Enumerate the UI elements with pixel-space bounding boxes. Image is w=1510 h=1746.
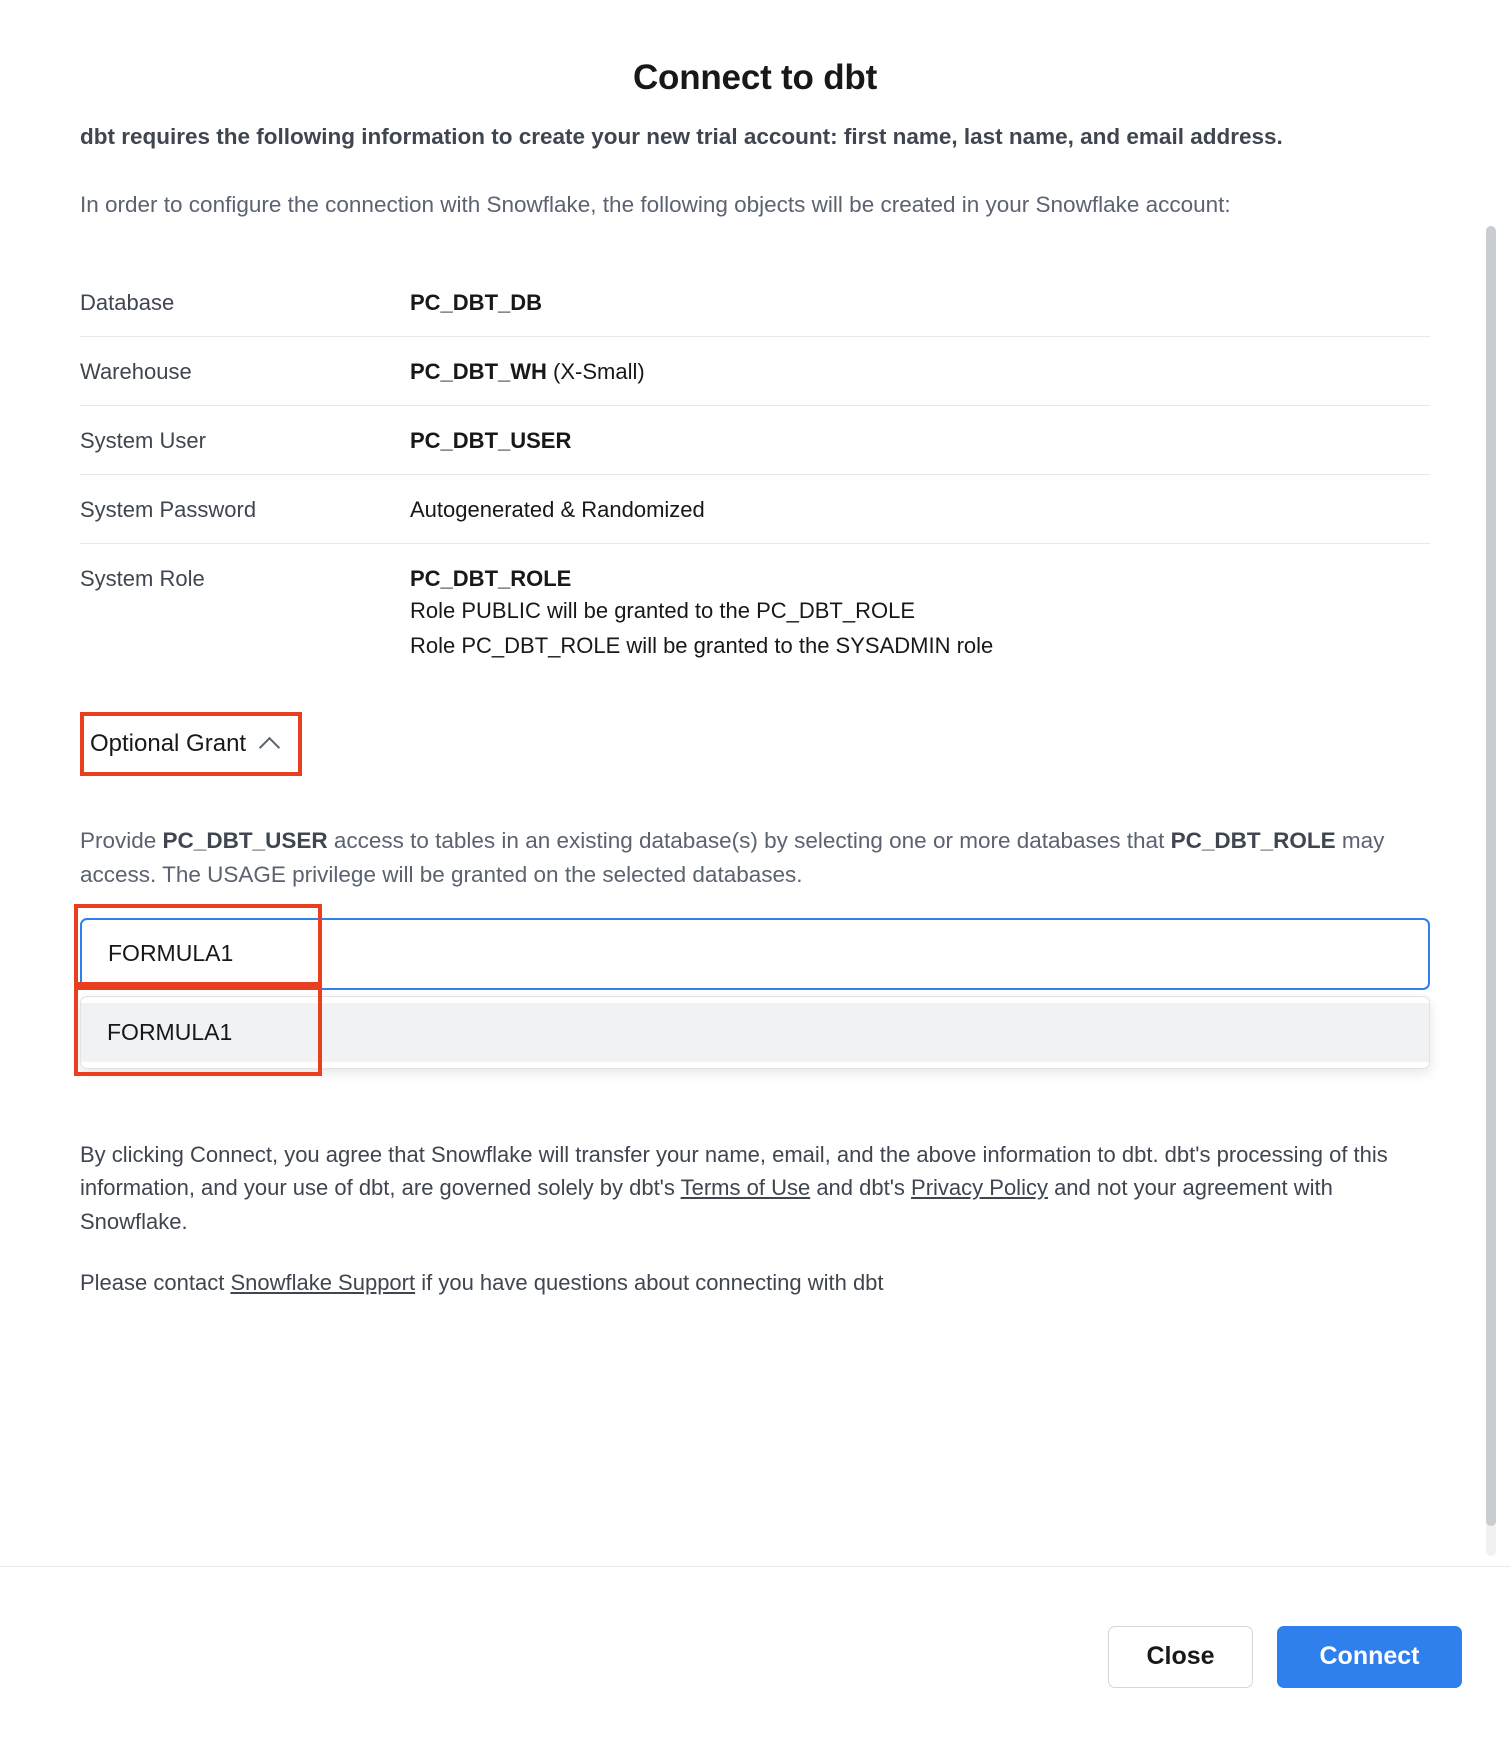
row-value (410, 474, 1430, 543)
page-title: Connect to dbt (632, 58, 878, 97)
row-label: Warehouse (80, 336, 410, 405)
grant-desc-role: PC_DBT_ROLE (1170, 827, 1336, 853)
table-row (80, 474, 1430, 543)
row-subline-public: Role PUBLIC will be granted to the PC_DBT_ROLE (410, 597, 916, 623)
connect-button[interactable]: Connect (1277, 1626, 1462, 1688)
row-value (410, 268, 1430, 337)
row-value-strong: PC_DBT_USER (410, 427, 572, 453)
intro-objects: In order to configure the connection with Snowflake, the following objects will be created in your Snowflake account: (80, 191, 1231, 217)
objects-table (80, 268, 1430, 682)
row-value-note: (X-Small) (546, 358, 645, 384)
dialog-footer (0, 1566, 1510, 1746)
database-select-input[interactable] (80, 918, 1430, 990)
optional-grant-toggle[interactable] (80, 712, 302, 776)
support-text (80, 1266, 1430, 1299)
grant-desc-p2: access to tables in an existing database(s) by selecting one or more databases that (327, 827, 1171, 853)
row-label: System User (80, 405, 410, 474)
table-row (80, 543, 1430, 682)
database-select-dropdown[interactable] (80, 996, 1430, 1069)
database-option-formula1[interactable]: FORMULA1 (81, 1003, 1429, 1062)
table-row (80, 268, 1430, 337)
legal-middle: and dbt's (810, 1175, 912, 1201)
grant-desc-p1: Provide (80, 827, 163, 853)
optional-grant-description (80, 824, 1430, 892)
legal-text (80, 1138, 1430, 1238)
legal-after: and not your agreement with Snowflake. (80, 1175, 1333, 1234)
close-button[interactable]: Close (1108, 1626, 1253, 1688)
grant-desc-p3: may access. The USAGE privilege will be granted on the selected databases. (80, 827, 1385, 887)
row-value (410, 405, 1430, 474)
terms-of-use-link[interactable]: Terms of Use (680, 1175, 811, 1201)
scrollbar-thumb[interactable] (1486, 226, 1496, 1526)
optional-grant-row[interactable] (84, 716, 298, 772)
row-label: System Role (80, 565, 205, 591)
row-subline-sysadmin: Role PC_DBT_ROLE will be granted to the SYSADMIN role (410, 632, 994, 658)
row-value-strong: PC_DBT_DB (410, 289, 543, 315)
table-row (80, 405, 1430, 474)
row-value (410, 543, 1430, 682)
contact-after: if you have questions about connecting with dbt (415, 1270, 884, 1296)
dialog-body (0, 98, 1510, 1566)
table-row (80, 336, 1430, 405)
row-value-strong: PC_DBT_WH (410, 358, 547, 384)
database-select-area (80, 918, 1430, 1045)
row-label: Database (80, 268, 410, 337)
database-select-value: FORMULA1 (108, 940, 234, 967)
row-label: System Password (80, 474, 410, 543)
chevron-up-icon (260, 734, 280, 754)
privacy-policy-link[interactable]: Privacy Policy (911, 1175, 1048, 1201)
optional-grant-label: Optional Grant (90, 729, 247, 757)
row-value (410, 336, 1430, 405)
row-value-strong: PC_DBT_ROLE (410, 565, 572, 591)
row-value-note: Autogenerated & Randomized (410, 496, 705, 522)
contact-before: Please contact (80, 1270, 231, 1296)
legal-before: By clicking Connect, you agree that Snowflake will transfer your name, email, and the above information to dbt. dbt's processing of this information, and your use of dbt, are governed solely by dbt's (80, 1141, 1388, 1201)
intro-requirements: dbt requires the following information to create your new trial account: first name, last name, and email address. (80, 124, 1283, 149)
snowflake-support-link[interactable]: Snowflake Support (230, 1270, 416, 1296)
grant-desc-user: PC_DBT_USER (162, 827, 328, 853)
